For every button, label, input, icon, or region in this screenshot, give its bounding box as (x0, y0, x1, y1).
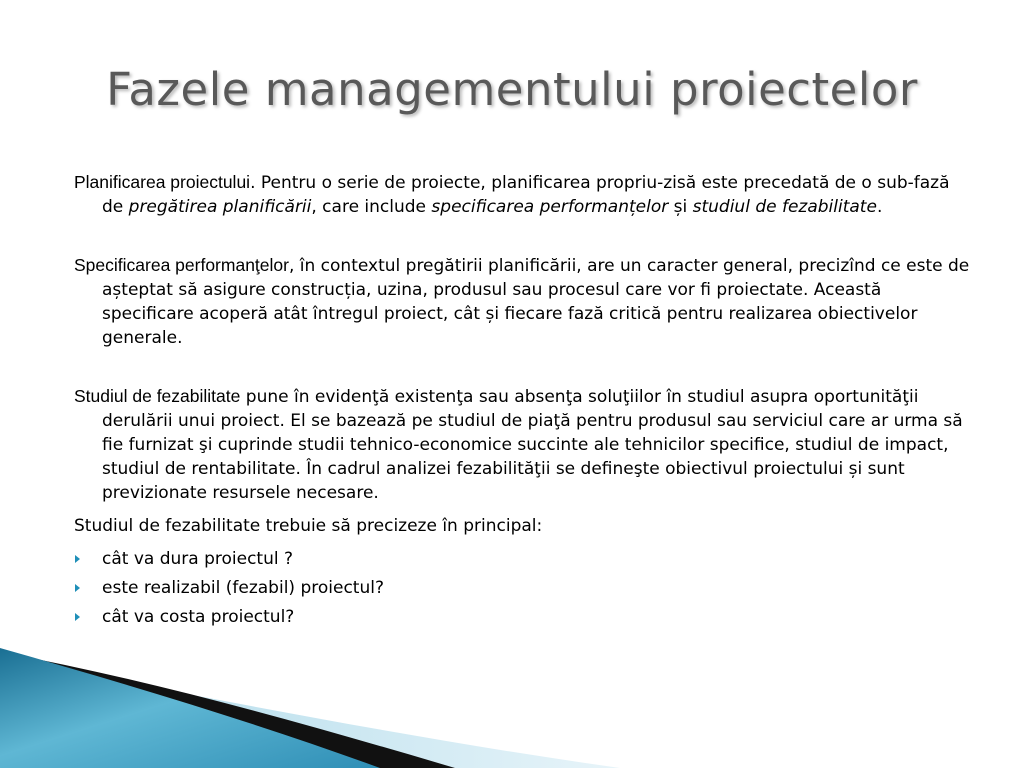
paragraph-text: , care include (311, 197, 432, 217)
term-studiul: Studiul de fezabilitate (74, 386, 241, 406)
paragraph-text: . (876, 197, 883, 217)
intro-line: Studiul de fezabilitate trebuie să precizeze în principal: (74, 516, 543, 536)
paragraph-text: pune în evidenţă existenţa sau absenţa soluţiilor în studiul asupra oportunităţii derulării unui proiect. El se bazează pe studiul de piaţă pentru produsul sau serviciul care ar urma să fie furnizat şi cuprinde studii tehnico-economice succinte ale tehnicilor specifice, studiul de impact, studiul de rentabilitate. În cadrul analizei fezabilităţii se defineşte obiectivul proiectului și sunt previzionate resursele necesare. (102, 387, 963, 503)
emphasis-pregatirea: pregătirea planificării (128, 197, 312, 217)
wave-blue-shape (0, 648, 380, 768)
paragraph-text: . Pentru o serie de proiecte, planificarea propriu-zisă este precedată de o sub-fază de (102, 173, 950, 217)
paragraph-text: și (668, 197, 693, 217)
list-item-text: cât va costa proiectul? (102, 607, 295, 627)
term-specificarea: Specificarea performanţelor (74, 255, 289, 275)
list-item-text: este realizabil (fezabil) proiectul? (102, 578, 384, 598)
list-item-text: cât va dura proiectul ? (102, 549, 294, 569)
emphasis-studiul: studiul de fezabilitate (692, 197, 877, 217)
term-planificarea: Planificarea proiectului (74, 172, 251, 192)
paragraph-text: , în contextul pregătirii planificării, are un caracter general, precizînd ce este de așteptat să asigure construcția, uzina, produsul sau procesul care vor fi proiectate. Această specificare acoperă atât întregul proiect, cât și fiecare fază critică pentru realizarea obiectivelor generale. (102, 256, 970, 348)
emphasis-specificarea: specificarea performanțelor (431, 197, 669, 217)
slide-title: Fazele managementului proiectelor (106, 63, 918, 116)
